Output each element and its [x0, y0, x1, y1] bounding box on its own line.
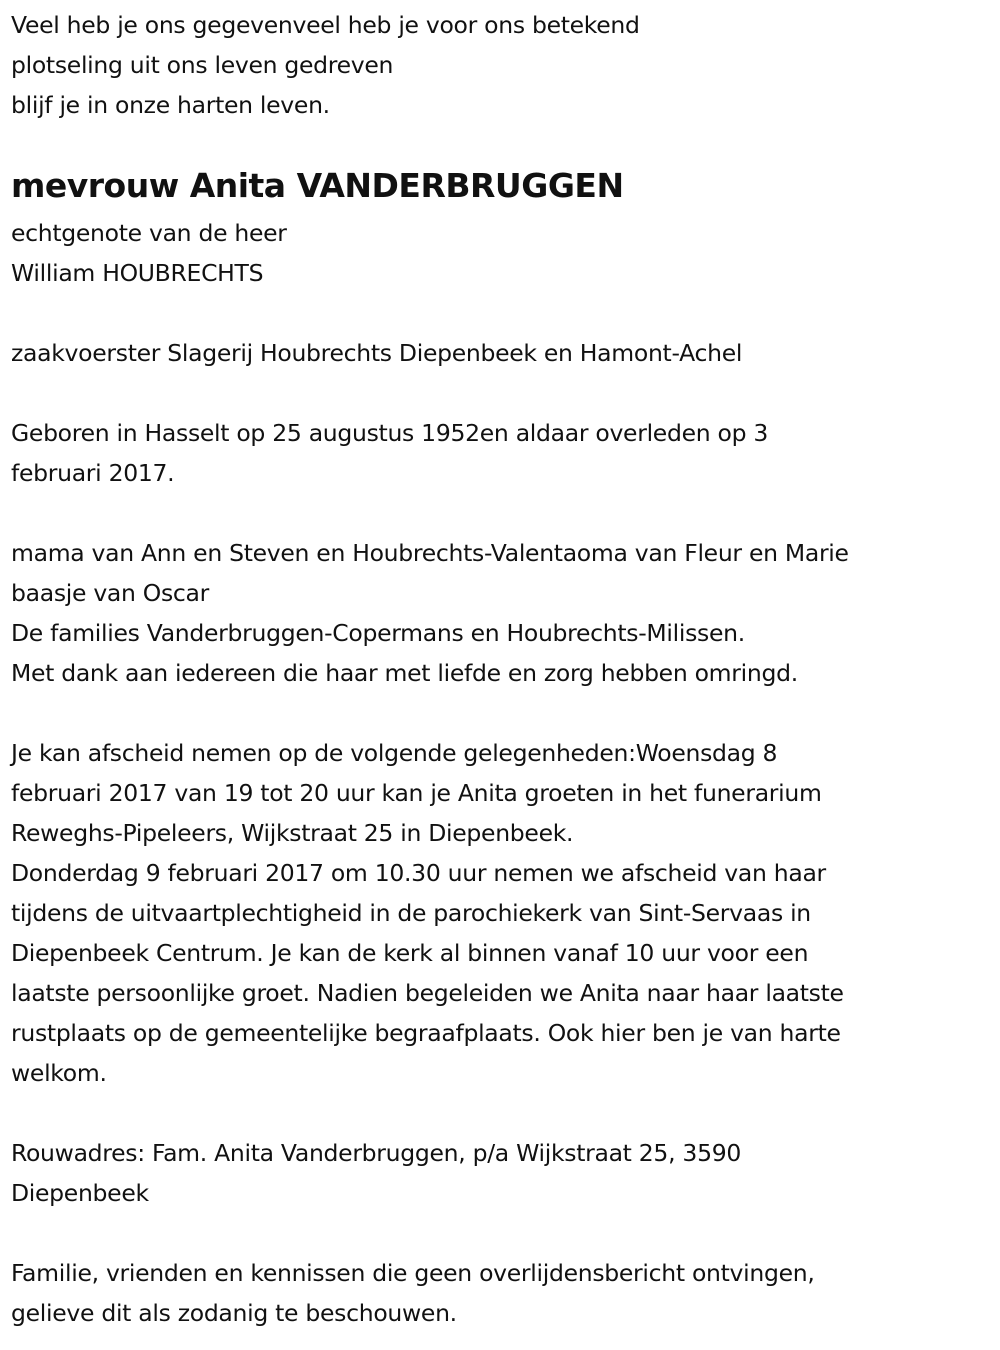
- spouse-name: William HOUBRECHTS: [11, 259, 264, 287]
- family-line: baasje van Oscar: [11, 579, 210, 607]
- birth-line: februari 2017.: [11, 459, 175, 487]
- poem: [11, 5, 1000, 125]
- poem-line: blijf je in onze harten leven.: [11, 91, 330, 119]
- farewell-line: Donderdag 9 februari 2017 om 10.30 uur nemen we afscheid van haar: [11, 859, 826, 887]
- family-line: Met dank aan iedereen die haar met liefde en zorg hebben omringd.: [11, 659, 798, 687]
- birth-line: Geboren in Hasselt op 25 augustus 1952en aldaar overleden op 3: [11, 419, 769, 447]
- farewell-line: welkom.: [11, 1059, 107, 1087]
- farewell-line: rustplaats op de gemeentelijke begraafplaats. Ook hier ben je van harte: [11, 1019, 841, 1047]
- deceased-name: mevrouw Anita VANDERBRUGGEN: [11, 166, 624, 205]
- spouse-line: echtgenote van de heer: [11, 219, 287, 247]
- poem-line: plotseling uit ons leven gedreven: [11, 51, 394, 79]
- address-line: Rouwadres: Fam. Anita Vanderbruggen, p/a Wijkstraat 25, 3590: [11, 1139, 742, 1167]
- closing-line: gelieve dit als zodanig te beschouwen.: [11, 1299, 457, 1327]
- family-line: De families Vanderbruggen-Copermans en Houbrechts-Milissen.: [11, 619, 745, 647]
- farewell-line: Reweghs-Pipeleers, Wijkstraat 25 in Diepenbeek.: [11, 819, 574, 847]
- address-line: Diepenbeek: [11, 1179, 149, 1207]
- farewell-line: laatste persoonlijke groet. Nadien begeleiden we Anita naar haar laatste: [11, 979, 844, 1007]
- poem-line: Veel heb je ons gegevenveel heb je voor ons betekend: [11, 11, 640, 39]
- farewell-line: februari 2017 van 19 tot 20 uur kan je Anita groeten in het funerarium: [11, 779, 822, 807]
- farewell-line: tijdens de uitvaartplechtigheid in de parochiekerk van Sint-Servaas in: [11, 899, 811, 927]
- occupation: zaakvoerster Slagerij Houbrechts Diepenbeek en Hamont-Achel: [11, 339, 743, 367]
- closing-line: Familie, vrienden en kennissen die geen overlijdensbericht ontvingen,: [11, 1259, 815, 1287]
- farewell-line: Diepenbeek Centrum. Je kan de kerk al binnen vanaf 10 uur voor een: [11, 939, 809, 967]
- farewell-line: Je kan afscheid nemen op de volgende gelegenheden:Woensdag 8: [11, 739, 778, 767]
- family-line: mama van Ann en Steven en Houbrechts-Valentaoma van Fleur en Marie: [11, 539, 849, 567]
